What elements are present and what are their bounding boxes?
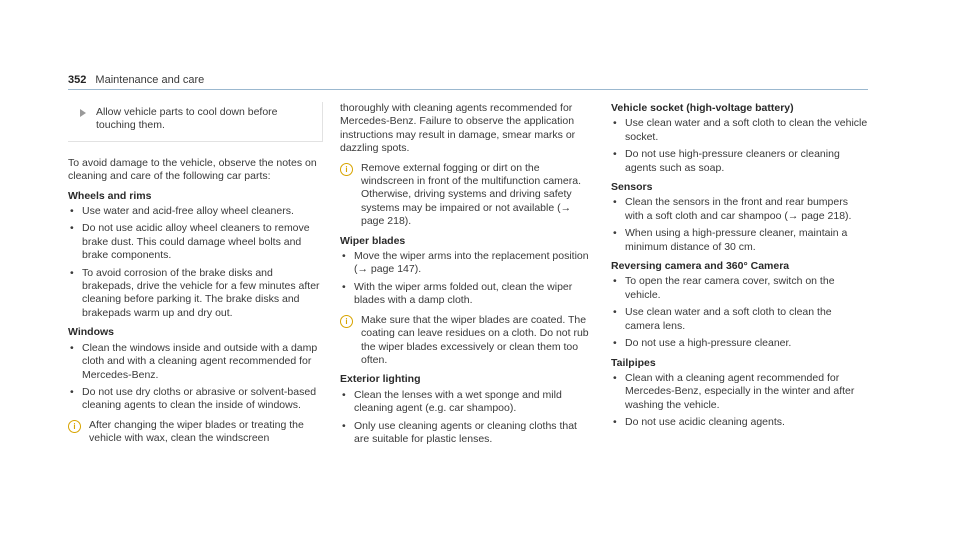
bullet-icon: •: [70, 222, 74, 235]
list-windows: [68, 342, 324, 413]
bullet-icon: •: [342, 280, 346, 293]
tip-box: [340, 314, 592, 368]
info-icon: i: [68, 420, 81, 433]
list-tailpipes: [611, 372, 869, 430]
bullet-icon: •: [70, 205, 74, 218]
bullet-icon: •: [613, 416, 617, 429]
list-item: [340, 389, 592, 416]
list-wheels: [68, 205, 324, 320]
list-sensors: [611, 196, 869, 254]
page-number: 352: [68, 74, 87, 86]
list-item: [611, 372, 869, 412]
list-item-text: To avoid corrosion of the brake disks and brakepads, drive the vehicle for a few minutes after cleaning before parking it. The brake disks and brakepads warm up and dry out.: [82, 266, 320, 319]
list-item: [611, 337, 869, 350]
bullet-icon: •: [342, 250, 346, 263]
tip-text: Make sure that the wiper blades are coated. The coating can leave residues on a cloth. Do not rub the wiper blades excessively or clean them too often.: [361, 313, 589, 366]
list-item-text: Use water and acid-free alloy wheel cleaners.: [82, 205, 294, 218]
list-item-text: Only use cleaning agents or cleaning cloths that are suitable for plastic lenses.: [354, 419, 577, 445]
page-header: [68, 74, 204, 86]
section-title: Maintenance and care: [95, 74, 205, 86]
list-item: [340, 250, 592, 277]
list-item: [68, 222, 324, 262]
list-item-text: Use clean water and a soft cloth to clean the camera lens.: [625, 306, 832, 332]
arrow-right-icon: [80, 109, 86, 117]
list-item-text: Do not use high-pressure cleaners or cleaning agents such as soap.: [625, 148, 840, 174]
list-item: [611, 196, 869, 223]
tip-box: [340, 162, 592, 229]
bullet-icon: •: [342, 388, 346, 401]
list-item-text: Do not use acidic cleaning agents.: [625, 416, 785, 429]
list-vehicle-socket: [611, 117, 869, 175]
list-item-text: Clean the windows inside and outside with a damp cloth and with a cleaning agent recommended for Mercedes-Benz.: [82, 341, 318, 381]
tip-box: [68, 419, 324, 446]
list-item-text: To open the rear camera cover, switch on the vehicle.: [625, 275, 835, 301]
list-item: [611, 227, 869, 254]
list-item: [340, 420, 592, 447]
heading-exterior-lighting: Exterior lighting: [340, 373, 421, 386]
heading-vehicle-socket: Vehicle socket (high-voltage battery): [611, 102, 794, 114]
list-exterior-lighting: [340, 389, 592, 447]
note-text: Allow vehicle parts to cool down before touching them.: [96, 106, 278, 132]
list-item-text: Move the wiper arms into the replacement position (→ page 147).: [354, 250, 589, 276]
bullet-icon: •: [342, 419, 346, 432]
list-item-text: Clean with a cleaning agent recommended for Mercedes-Benz, especially in the winter and after washing the vehicle.: [625, 371, 855, 411]
list-item-text: When using a high-pressure cleaner, maintain a minimum distance of 30 cm.: [625, 227, 848, 253]
bullet-icon: •: [613, 227, 617, 240]
bullet-icon: •: [613, 117, 617, 130]
list-wiper-blades: [340, 250, 592, 308]
heading-tailpipes: Tailpipes: [611, 356, 656, 369]
info-icon: i: [340, 163, 353, 176]
tip-text: After changing the wiper blades or treating the vehicle with wax, clean the windscreen: [89, 418, 304, 445]
list-item: [68, 205, 324, 218]
bullet-icon: •: [613, 371, 617, 384]
list-item: [68, 386, 324, 413]
bullet-icon: •: [613, 148, 617, 161]
continuation-text: thoroughly with cleaning agents recommended for Mercedes-Benz. Failure to observe the application instructions may result in damage, smear marks or dazzling spots.: [340, 102, 576, 155]
bullet-icon: •: [613, 337, 617, 350]
bullet-icon: •: [70, 385, 74, 398]
column-1: [68, 102, 324, 452]
list-item-text: Use clean water and a soft cloth to clean the vehicle socket.: [625, 117, 868, 143]
header-rule: [68, 89, 868, 90]
list-item: [68, 342, 324, 382]
bullet-icon: •: [613, 306, 617, 319]
list-item-text: Do not use acidic alloy wheel cleaners to remove brake dust. This could damage wheel bolts and brake components.: [82, 222, 310, 262]
heading-reversing-camera: Reversing camera and 360° Camera: [611, 260, 790, 273]
column-3: [611, 102, 869, 436]
note-box: [68, 102, 323, 142]
list-item: [611, 117, 869, 144]
list-item-text: Clean the sensors in the front and rear bumpers with a soft cloth and car shampoo (→ page 218).: [625, 196, 852, 222]
list-item-text: With the wiper arms folded out, clean the wiper blades with a damp cloth.: [354, 280, 573, 307]
list-item: [611, 416, 869, 429]
list-item: [340, 281, 592, 308]
bullet-icon: •: [70, 266, 74, 279]
column-2: [340, 102, 592, 452]
list-item-text: Do not use a high-pressure cleaner.: [625, 337, 792, 350]
list-item: [68, 267, 324, 321]
list-item: [611, 275, 869, 302]
intro-text: To avoid damage to the vehicle, observe the notes on cleaning and care of the following car parts:: [68, 156, 317, 183]
bullet-icon: •: [70, 341, 74, 354]
heading-windows: Windows: [68, 326, 114, 339]
list-item: [611, 148, 869, 175]
heading-wheels: Wheels and rims: [68, 189, 152, 202]
heading-wiper-blades: Wiper blades: [340, 234, 406, 247]
bullet-icon: •: [613, 196, 617, 209]
heading-sensors: Sensors: [611, 181, 653, 194]
list-item-text: Do not use dry cloths or abrasive or solvent-based cleaning agents to clean the inside of windows.: [82, 385, 317, 412]
list-item-text: Clean the lenses with a wet sponge and mild cleaning agent (e.g. car shampoo).: [354, 388, 562, 415]
list-reversing-camera: [611, 275, 869, 350]
bullet-icon: •: [613, 275, 617, 288]
list-item: [611, 306, 869, 333]
tip-text: Remove external fogging or dirt on the windscreen in front of the multifunction camera. Otherwise, driving systems and driving safety systems may be impaired or not available (→ page 218).: [361, 161, 582, 228]
info-icon: i: [340, 315, 353, 328]
